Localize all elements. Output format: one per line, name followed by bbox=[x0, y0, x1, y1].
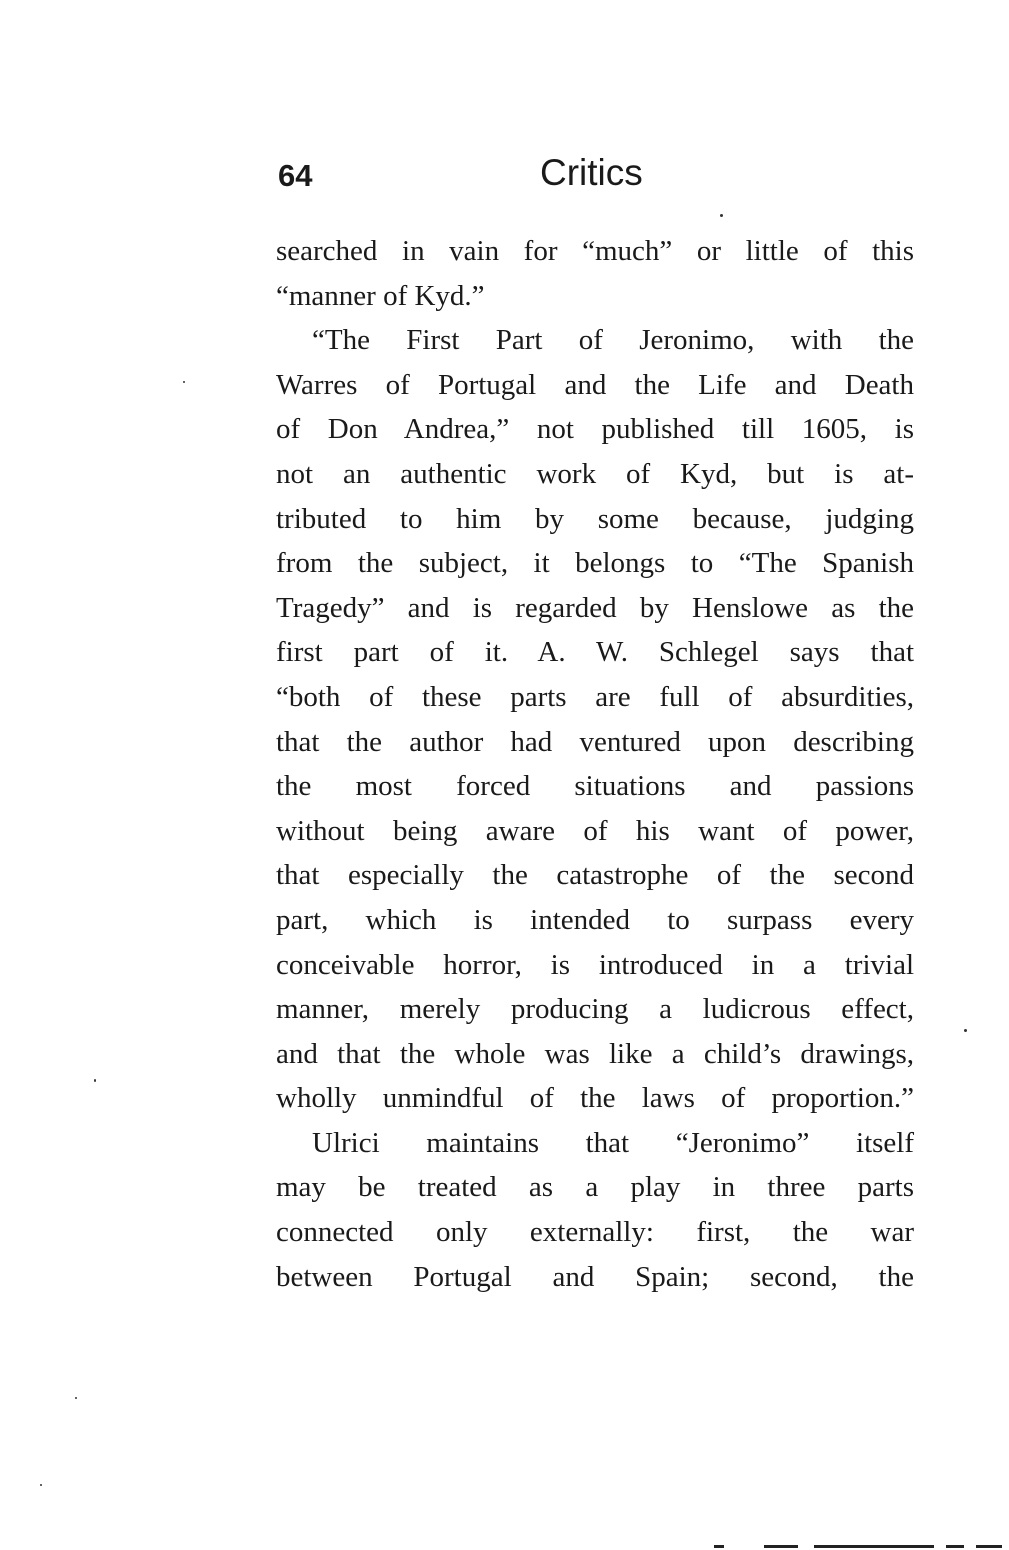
text-line: Ulrici maintains that “Jeronimo” itself bbox=[312, 1126, 914, 1159]
text-line: “The First Part of Jeronimo, with the bbox=[312, 324, 914, 357]
text-line: the most forced situations and passions bbox=[276, 770, 914, 803]
text-line: searched in vain for “much” or little of this bbox=[276, 235, 914, 267]
text-line: of Don Andrea,” not published till 1605, is bbox=[276, 413, 914, 446]
text-line: first part of it. A. W. Schlegel says that bbox=[276, 636, 914, 669]
text-line: Tragedy” and is regarded by Henslowe as the bbox=[276, 591, 914, 624]
running-head bbox=[278, 150, 914, 206]
text-line: tributed to him by some because, judging bbox=[276, 502, 914, 535]
text-line: and that the whole was like a child’s drawings, bbox=[276, 1037, 914, 1070]
section-title: Critics bbox=[540, 152, 643, 193]
text-line: “both of these parts are full of absurdities, bbox=[276, 680, 914, 713]
scan-speck bbox=[94, 1079, 96, 1082]
page-number: 64 bbox=[278, 158, 313, 193]
scan-speck bbox=[720, 214, 723, 217]
scan-speck bbox=[75, 1397, 77, 1399]
scan-speck bbox=[183, 381, 185, 383]
text-line: not an authentic work of Kyd, but is at- bbox=[276, 457, 914, 490]
text-line: Warres of Portugal and the Life and Death bbox=[276, 368, 914, 401]
scan-speck bbox=[964, 1029, 967, 1032]
scan-speck bbox=[40, 1484, 42, 1486]
text-line: may be treated as a play in three parts bbox=[276, 1171, 914, 1204]
text-line: wholly unmindful of the laws of proportion.” bbox=[276, 1082, 914, 1115]
text-line: manner, merely producing a ludicrous effect, bbox=[276, 993, 914, 1026]
text-line: that especially the catastrophe of the second bbox=[276, 859, 914, 892]
text-line: “manner of Kyd.” bbox=[276, 279, 485, 312]
scan-edge-marks bbox=[714, 1543, 1009, 1550]
text-line: connected only externally: first, the war bbox=[276, 1216, 914, 1249]
text-line: from the subject, it belongs to “The Spanish bbox=[276, 547, 914, 580]
text-line: that the author had ventured upon describing bbox=[276, 725, 914, 758]
text-line: between Portugal and Spain; second, the bbox=[276, 1260, 914, 1293]
text-line: without being aware of his want of power, bbox=[276, 814, 914, 847]
text-line: part, which is intended to surpass every bbox=[276, 903, 914, 936]
text-line: conceivable horror, is introduced in a trivial bbox=[276, 948, 914, 981]
body-text bbox=[276, 229, 914, 1299]
